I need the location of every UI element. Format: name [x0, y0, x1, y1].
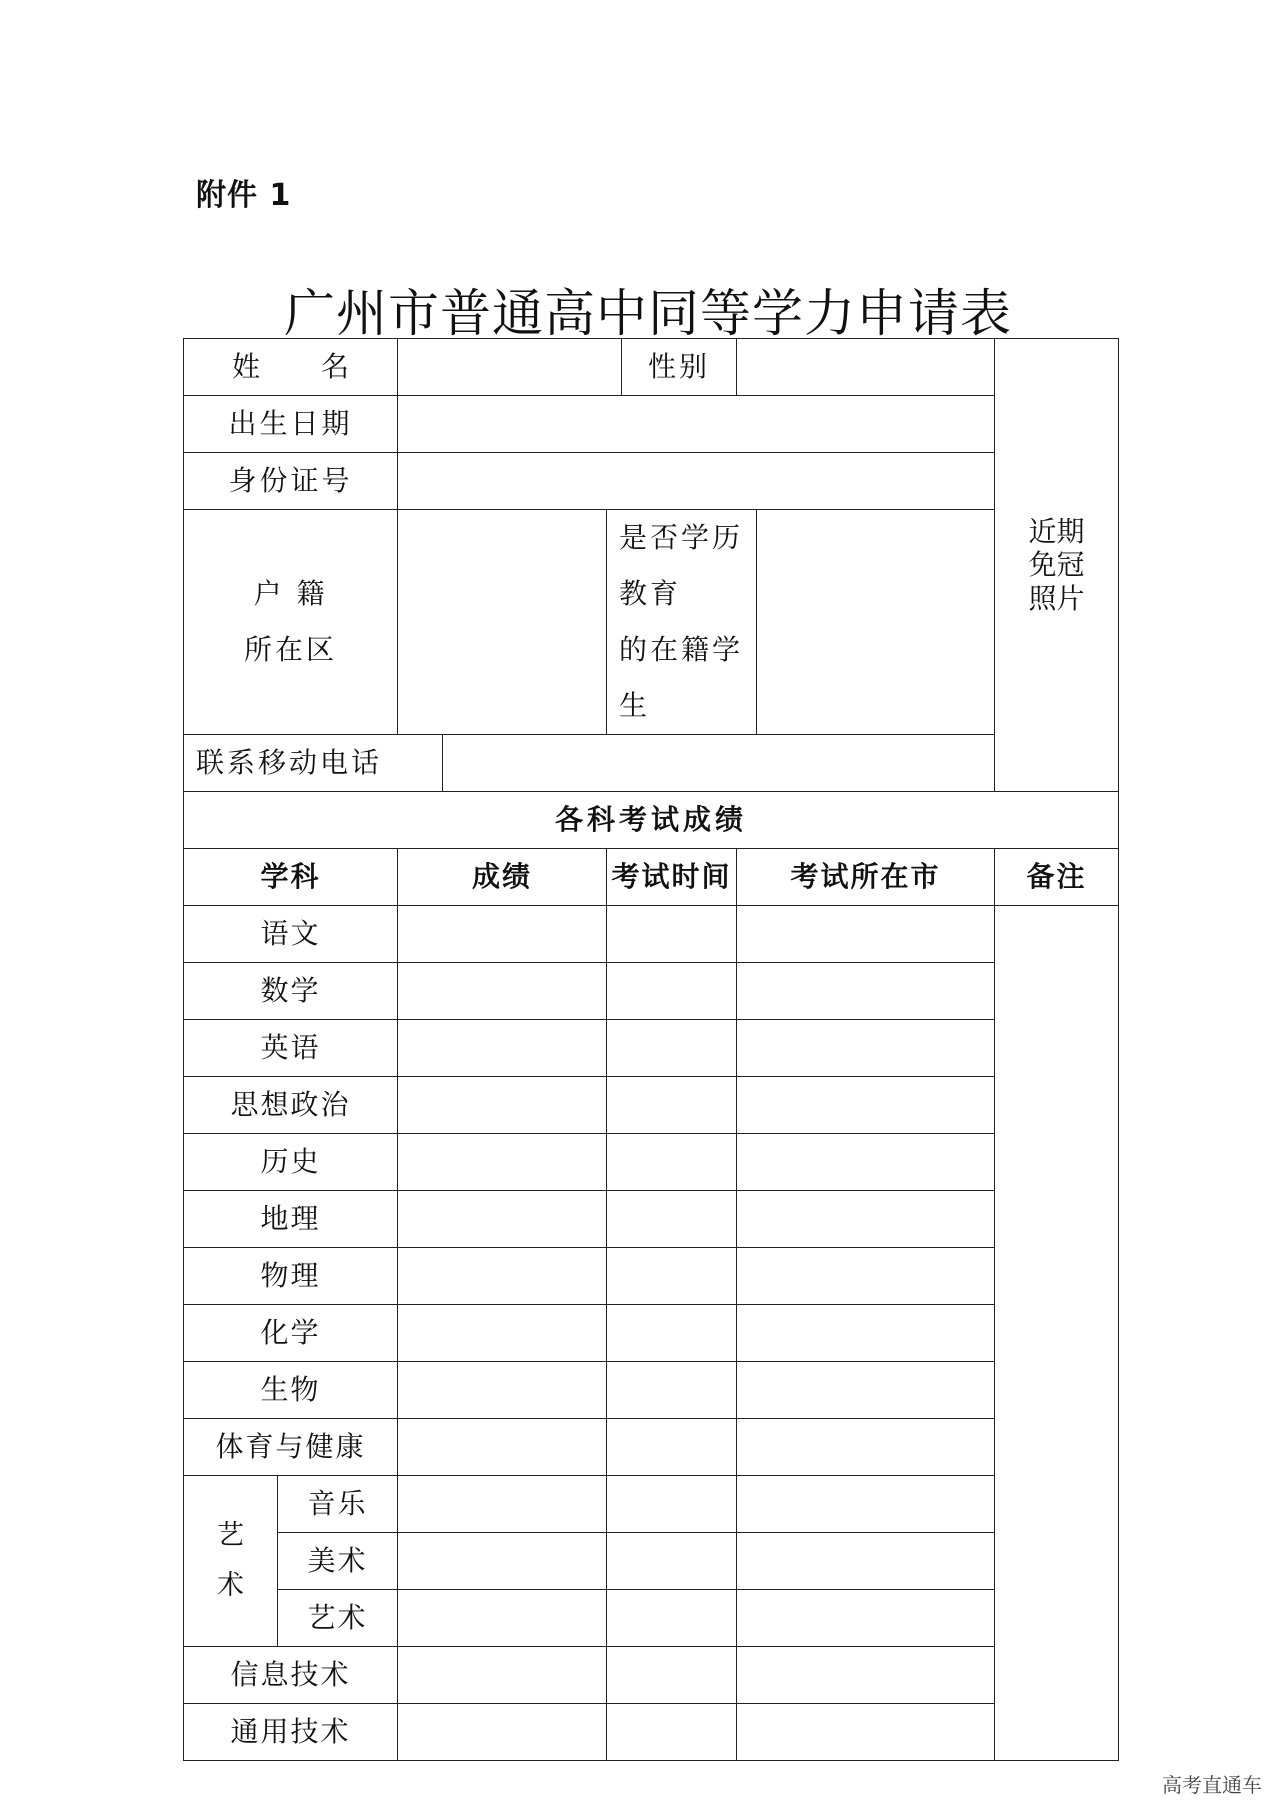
exam-time-cell[interactable] — [607, 1305, 737, 1362]
subject-label: 美术 — [278, 1533, 398, 1590]
photo-label-line1: 近期 — [1028, 514, 1085, 548]
row-column-headers — [184, 849, 1119, 906]
birth-date-label: 出生日期 — [184, 396, 398, 453]
subject-row — [184, 1704, 1119, 1761]
exam-city-cell[interactable] — [737, 1020, 995, 1077]
attachment-label: 附件 1 — [196, 178, 292, 213]
subject-row — [184, 1020, 1119, 1077]
exam-city-cell[interactable] — [737, 906, 995, 963]
subject-label: 信息技术 — [184, 1647, 398, 1704]
subject-label: 体育与健康 — [184, 1419, 398, 1476]
row-birth — [184, 396, 1119, 453]
score-cell[interactable] — [398, 1704, 607, 1761]
remark-cell[interactable] — [995, 906, 1119, 1761]
page-title: 广州市普通高中同等学力申请表 — [283, 285, 1012, 344]
header-remark: 备注 — [995, 849, 1119, 906]
exam-city-cell[interactable] — [737, 1362, 995, 1419]
score-cell[interactable] — [398, 1647, 607, 1704]
subject-row — [184, 1476, 1119, 1533]
subject-row — [184, 1248, 1119, 1305]
exam-time-cell[interactable] — [607, 1020, 737, 1077]
exam-city-cell[interactable] — [737, 1704, 995, 1761]
hukou-label-line1: 户 籍 — [253, 577, 328, 610]
arts-group-label — [184, 1476, 278, 1647]
exam-city-cell[interactable] — [737, 1590, 995, 1647]
exam-city-cell[interactable] — [737, 1533, 995, 1590]
score-cell[interactable] — [398, 1191, 607, 1248]
subject-label: 生物 — [184, 1362, 398, 1419]
score-cell[interactable] — [398, 1533, 607, 1590]
gender-field[interactable] — [737, 339, 995, 396]
subject-label: 英语 — [184, 1020, 398, 1077]
subject-label: 历史 — [184, 1134, 398, 1191]
score-cell[interactable] — [398, 1419, 607, 1476]
row-name — [184, 339, 1119, 396]
score-cell[interactable] — [398, 1362, 607, 1419]
enrolled-label-line2: 的在籍学生 — [619, 633, 744, 722]
subject-row — [184, 1191, 1119, 1248]
subject-row — [184, 906, 1119, 963]
exam-city-cell[interactable] — [737, 1077, 995, 1134]
exam-time-cell[interactable] — [607, 963, 737, 1020]
subject-label: 语文 — [184, 906, 398, 963]
mobile-phone-label: 联系移动电话 — [184, 735, 443, 792]
exam-time-cell[interactable] — [607, 1590, 737, 1647]
exam-city-cell[interactable] — [737, 1134, 995, 1191]
name-field[interactable] — [398, 339, 622, 396]
header-score: 成绩 — [398, 849, 607, 906]
exam-city-cell[interactable] — [737, 1305, 995, 1362]
subject-row — [184, 1533, 1119, 1590]
exam-city-cell[interactable] — [737, 1191, 995, 1248]
exam-city-cell[interactable] — [737, 1248, 995, 1305]
enrolled-label-line1: 是否学历教育 — [619, 521, 744, 610]
score-cell[interactable] — [398, 906, 607, 963]
subject-label: 物理 — [184, 1248, 398, 1305]
subject-row — [184, 1419, 1119, 1476]
exam-time-cell[interactable] — [607, 906, 737, 963]
subject-row — [184, 1077, 1119, 1134]
exam-time-cell[interactable] — [607, 1134, 737, 1191]
subject-label: 艺术 — [278, 1590, 398, 1647]
subject-label: 通用技术 — [184, 1704, 398, 1761]
scores-section-title: 各科考试成绩 — [184, 792, 1119, 849]
score-cell[interactable] — [398, 963, 607, 1020]
subject-label: 思想政治 — [184, 1077, 398, 1134]
exam-time-cell[interactable] — [607, 1419, 737, 1476]
exam-city-cell[interactable] — [737, 1476, 995, 1533]
row-id — [184, 453, 1119, 510]
enrolled-student-field[interactable] — [757, 510, 995, 735]
subject-label: 数学 — [184, 963, 398, 1020]
header-exam-city: 考试所在市 — [737, 849, 995, 906]
score-cell[interactable] — [398, 1476, 607, 1533]
row-section-title — [184, 792, 1119, 849]
exam-time-cell[interactable] — [607, 1077, 737, 1134]
subject-row — [184, 1590, 1119, 1647]
id-number-field[interactable] — [398, 453, 995, 510]
name-label: 姓 名 — [184, 339, 398, 396]
score-cell[interactable] — [398, 1134, 607, 1191]
header-exam-time: 考试时间 — [607, 849, 737, 906]
exam-time-cell[interactable] — [607, 1704, 737, 1761]
exam-time-cell[interactable] — [607, 1362, 737, 1419]
subject-label: 音乐 — [278, 1476, 398, 1533]
exam-time-cell[interactable] — [607, 1191, 737, 1248]
subject-row — [184, 1362, 1119, 1419]
arts-group-line2: 术 — [217, 1570, 244, 1601]
photo-label-line3: 照片 — [1028, 581, 1085, 615]
row-phone — [184, 735, 1119, 792]
gender-label: 性别 — [622, 339, 737, 396]
arts-group-line1: 艺 — [217, 1520, 244, 1551]
subject-row — [184, 1647, 1119, 1704]
exam-time-cell[interactable] — [607, 1533, 737, 1590]
score-cell[interactable] — [398, 1020, 607, 1077]
exam-city-cell[interactable] — [737, 963, 995, 1020]
score-cell[interactable] — [398, 1590, 607, 1647]
score-cell[interactable] — [398, 1305, 607, 1362]
header-subject: 学科 — [184, 849, 398, 906]
exam-time-cell[interactable] — [607, 1248, 737, 1305]
hukou-district-field[interactable] — [398, 510, 607, 735]
application-form-table — [183, 338, 1119, 1761]
score-cell[interactable] — [398, 1077, 607, 1134]
subject-label: 地理 — [184, 1191, 398, 1248]
photo-label-line2: 免冠 — [1028, 548, 1085, 582]
exam-city-cell[interactable] — [737, 1647, 995, 1704]
id-number-label: 身份证号 — [184, 453, 398, 510]
exam-city-cell[interactable] — [737, 1419, 995, 1476]
mobile-phone-field[interactable] — [443, 735, 995, 792]
subject-row — [184, 1305, 1119, 1362]
hukou-label-line2: 所在区 — [243, 633, 337, 666]
exam-time-cell[interactable] — [607, 1647, 737, 1704]
exam-time-cell[interactable] — [607, 1476, 737, 1533]
photo-box[interactable] — [995, 339, 1119, 792]
watermark: 高考直通车 — [1162, 1773, 1262, 1797]
score-cell[interactable] — [398, 1248, 607, 1305]
subject-row — [184, 1134, 1119, 1191]
subject-label: 化学 — [184, 1305, 398, 1362]
birth-date-field[interactable] — [398, 396, 995, 453]
subject-row — [184, 963, 1119, 1020]
hukou-district-label — [184, 510, 398, 735]
enrolled-student-label — [607, 510, 757, 735]
